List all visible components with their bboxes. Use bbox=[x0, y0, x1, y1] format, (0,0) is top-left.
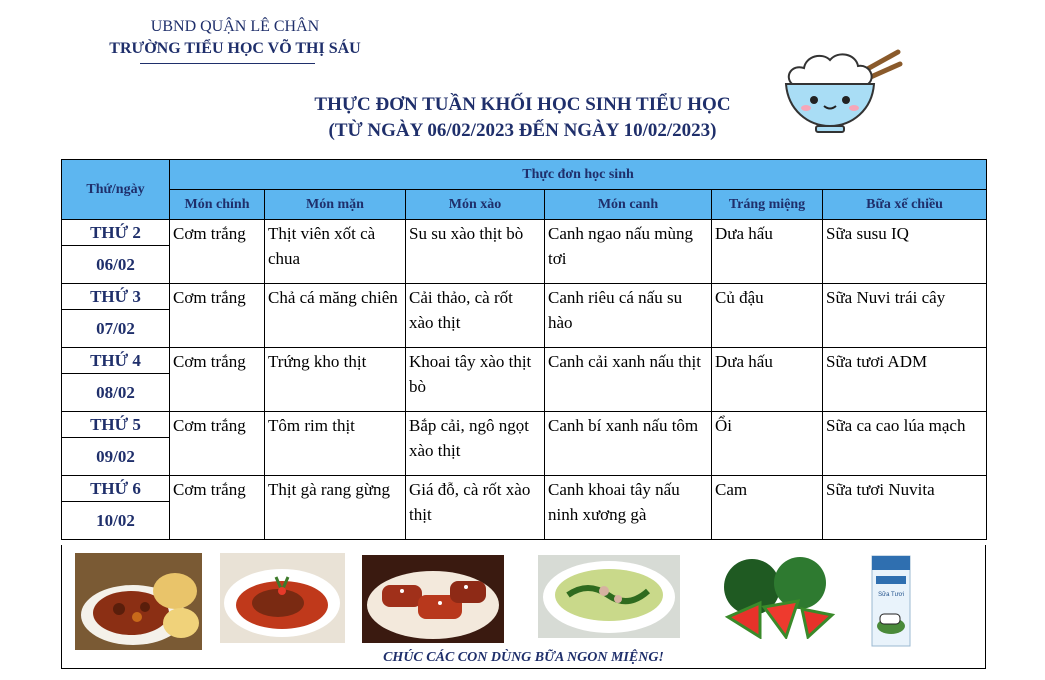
afternoon-snack-cell: Sữa ca cao lúa mạch bbox=[823, 412, 987, 476]
col-header-dessert: Tráng miệng bbox=[712, 190, 823, 220]
date-label: 07/02 bbox=[62, 310, 170, 348]
day-label: THỨ 2 bbox=[62, 220, 170, 246]
savory-dish-cell: Thịt viên xốt cà chua bbox=[265, 220, 406, 284]
milk-carton-image bbox=[868, 554, 914, 648]
afternoon-snack-cell: Sữa Nuvi trái cây bbox=[823, 284, 987, 348]
date-label: 08/02 bbox=[62, 374, 170, 412]
day-label: THỨ 4 bbox=[62, 348, 170, 374]
header-org: UBND QUẬN LÊ CHÂN bbox=[150, 18, 320, 35]
date-label: 10/02 bbox=[62, 502, 170, 540]
day-label: THỨ 5 bbox=[62, 412, 170, 438]
stir-fry-cell: Cải thảo, cà rốt xào thịt bbox=[406, 284, 545, 348]
table-row bbox=[62, 220, 987, 246]
greens-soup-image bbox=[538, 555, 680, 638]
day-column-header: Thứ/ngày bbox=[62, 160, 170, 220]
main-dish-cell: Cơm trắng bbox=[170, 284, 265, 348]
col-header-soup: Món canh bbox=[545, 190, 712, 220]
school-name: TRƯỜNG TIỂU HỌC VÕ THỊ SÁU bbox=[109, 40, 361, 57]
dessert-cell: Dưa hấu bbox=[712, 348, 823, 412]
dessert-cell: Cam bbox=[712, 476, 823, 540]
milk-carton-label: Sữa Tươi bbox=[878, 592, 904, 598]
stir-fry-cell: Khoai tây xào thịt bò bbox=[406, 348, 545, 412]
afternoon-snack-cell: Sữa susu IQ bbox=[823, 220, 987, 284]
dessert-cell: Ổi bbox=[712, 412, 823, 476]
soup-cell: Canh khoai tây nấu ninh xương gà bbox=[545, 476, 712, 540]
main-dish-cell: Cơm trắng bbox=[170, 348, 265, 412]
table-row bbox=[62, 348, 987, 374]
table-row bbox=[62, 476, 987, 502]
soup-cell: Canh riêu cá nấu su hào bbox=[545, 284, 712, 348]
student-menu-group-header: Thực đơn học sinh bbox=[170, 160, 987, 190]
stew-with-bread-image bbox=[75, 553, 202, 650]
menu-title bbox=[230, 92, 815, 144]
afternoon-snack-cell: Sữa tươi Nuvita bbox=[823, 476, 987, 540]
col-header-afternoon-snack: Bữa xế chiều bbox=[823, 190, 987, 220]
glazed-ribs-image bbox=[362, 555, 504, 643]
day-label: THỨ 3 bbox=[62, 284, 170, 310]
closing-wish: CHÚC CÁC CON DÙNG BỮA NGON MIỆNG! bbox=[383, 650, 664, 665]
table-row bbox=[62, 412, 987, 438]
soup-cell: Canh cải xanh nấu thịt bbox=[545, 348, 712, 412]
title-line-1: THỰC ĐƠN TUẦN KHỐI HỌC SINH TIỂU HỌC bbox=[314, 94, 731, 115]
stir-fry-cell: Giá đỗ, cà rốt xào thịt bbox=[406, 476, 545, 540]
braised-fish-image bbox=[220, 553, 345, 643]
main-dish-cell: Cơm trắng bbox=[170, 476, 265, 540]
main-dish-cell: Cơm trắng bbox=[170, 220, 265, 284]
stir-fry-cell: Su su xào thịt bò bbox=[406, 220, 545, 284]
date-label: 06/02 bbox=[62, 246, 170, 284]
savory-dish-cell: Thịt gà rang gừng bbox=[265, 476, 406, 540]
col-header-stir-fry: Món xào bbox=[406, 190, 545, 220]
col-header-main-dish: Món chính bbox=[170, 190, 265, 220]
savory-dish-cell: Trứng kho thịt bbox=[265, 348, 406, 412]
savory-dish-cell: Tôm rim thịt bbox=[265, 412, 406, 476]
soup-cell: Canh ngao nấu mùng tơi bbox=[545, 220, 712, 284]
soup-cell: Canh bí xanh nấu tôm bbox=[545, 412, 712, 476]
dessert-cell: Dưa hấu bbox=[712, 220, 823, 284]
table-row bbox=[62, 284, 987, 310]
rice-bowl-illustration bbox=[778, 38, 906, 138]
main-dish-cell: Cơm trắng bbox=[170, 412, 265, 476]
watermelon-image bbox=[720, 557, 836, 639]
savory-dish-cell: Chả cá măng chiên bbox=[265, 284, 406, 348]
weekly-menu-table bbox=[61, 159, 987, 540]
title-line-2: (TỪ NGÀY 06/02/2023 ĐẾN NGÀY 10/02/2023) bbox=[328, 120, 717, 141]
day-label: THỨ 6 bbox=[62, 476, 170, 502]
school-underline bbox=[140, 63, 315, 64]
stir-fry-cell: Bắp cải, ngô ngọt xào thịt bbox=[406, 412, 545, 476]
dessert-cell: Củ đậu bbox=[712, 284, 823, 348]
date-label: 09/02 bbox=[62, 438, 170, 476]
col-header-savory-dish: Món mặn bbox=[265, 190, 406, 220]
afternoon-snack-cell: Sữa tươi ADM bbox=[823, 348, 987, 412]
